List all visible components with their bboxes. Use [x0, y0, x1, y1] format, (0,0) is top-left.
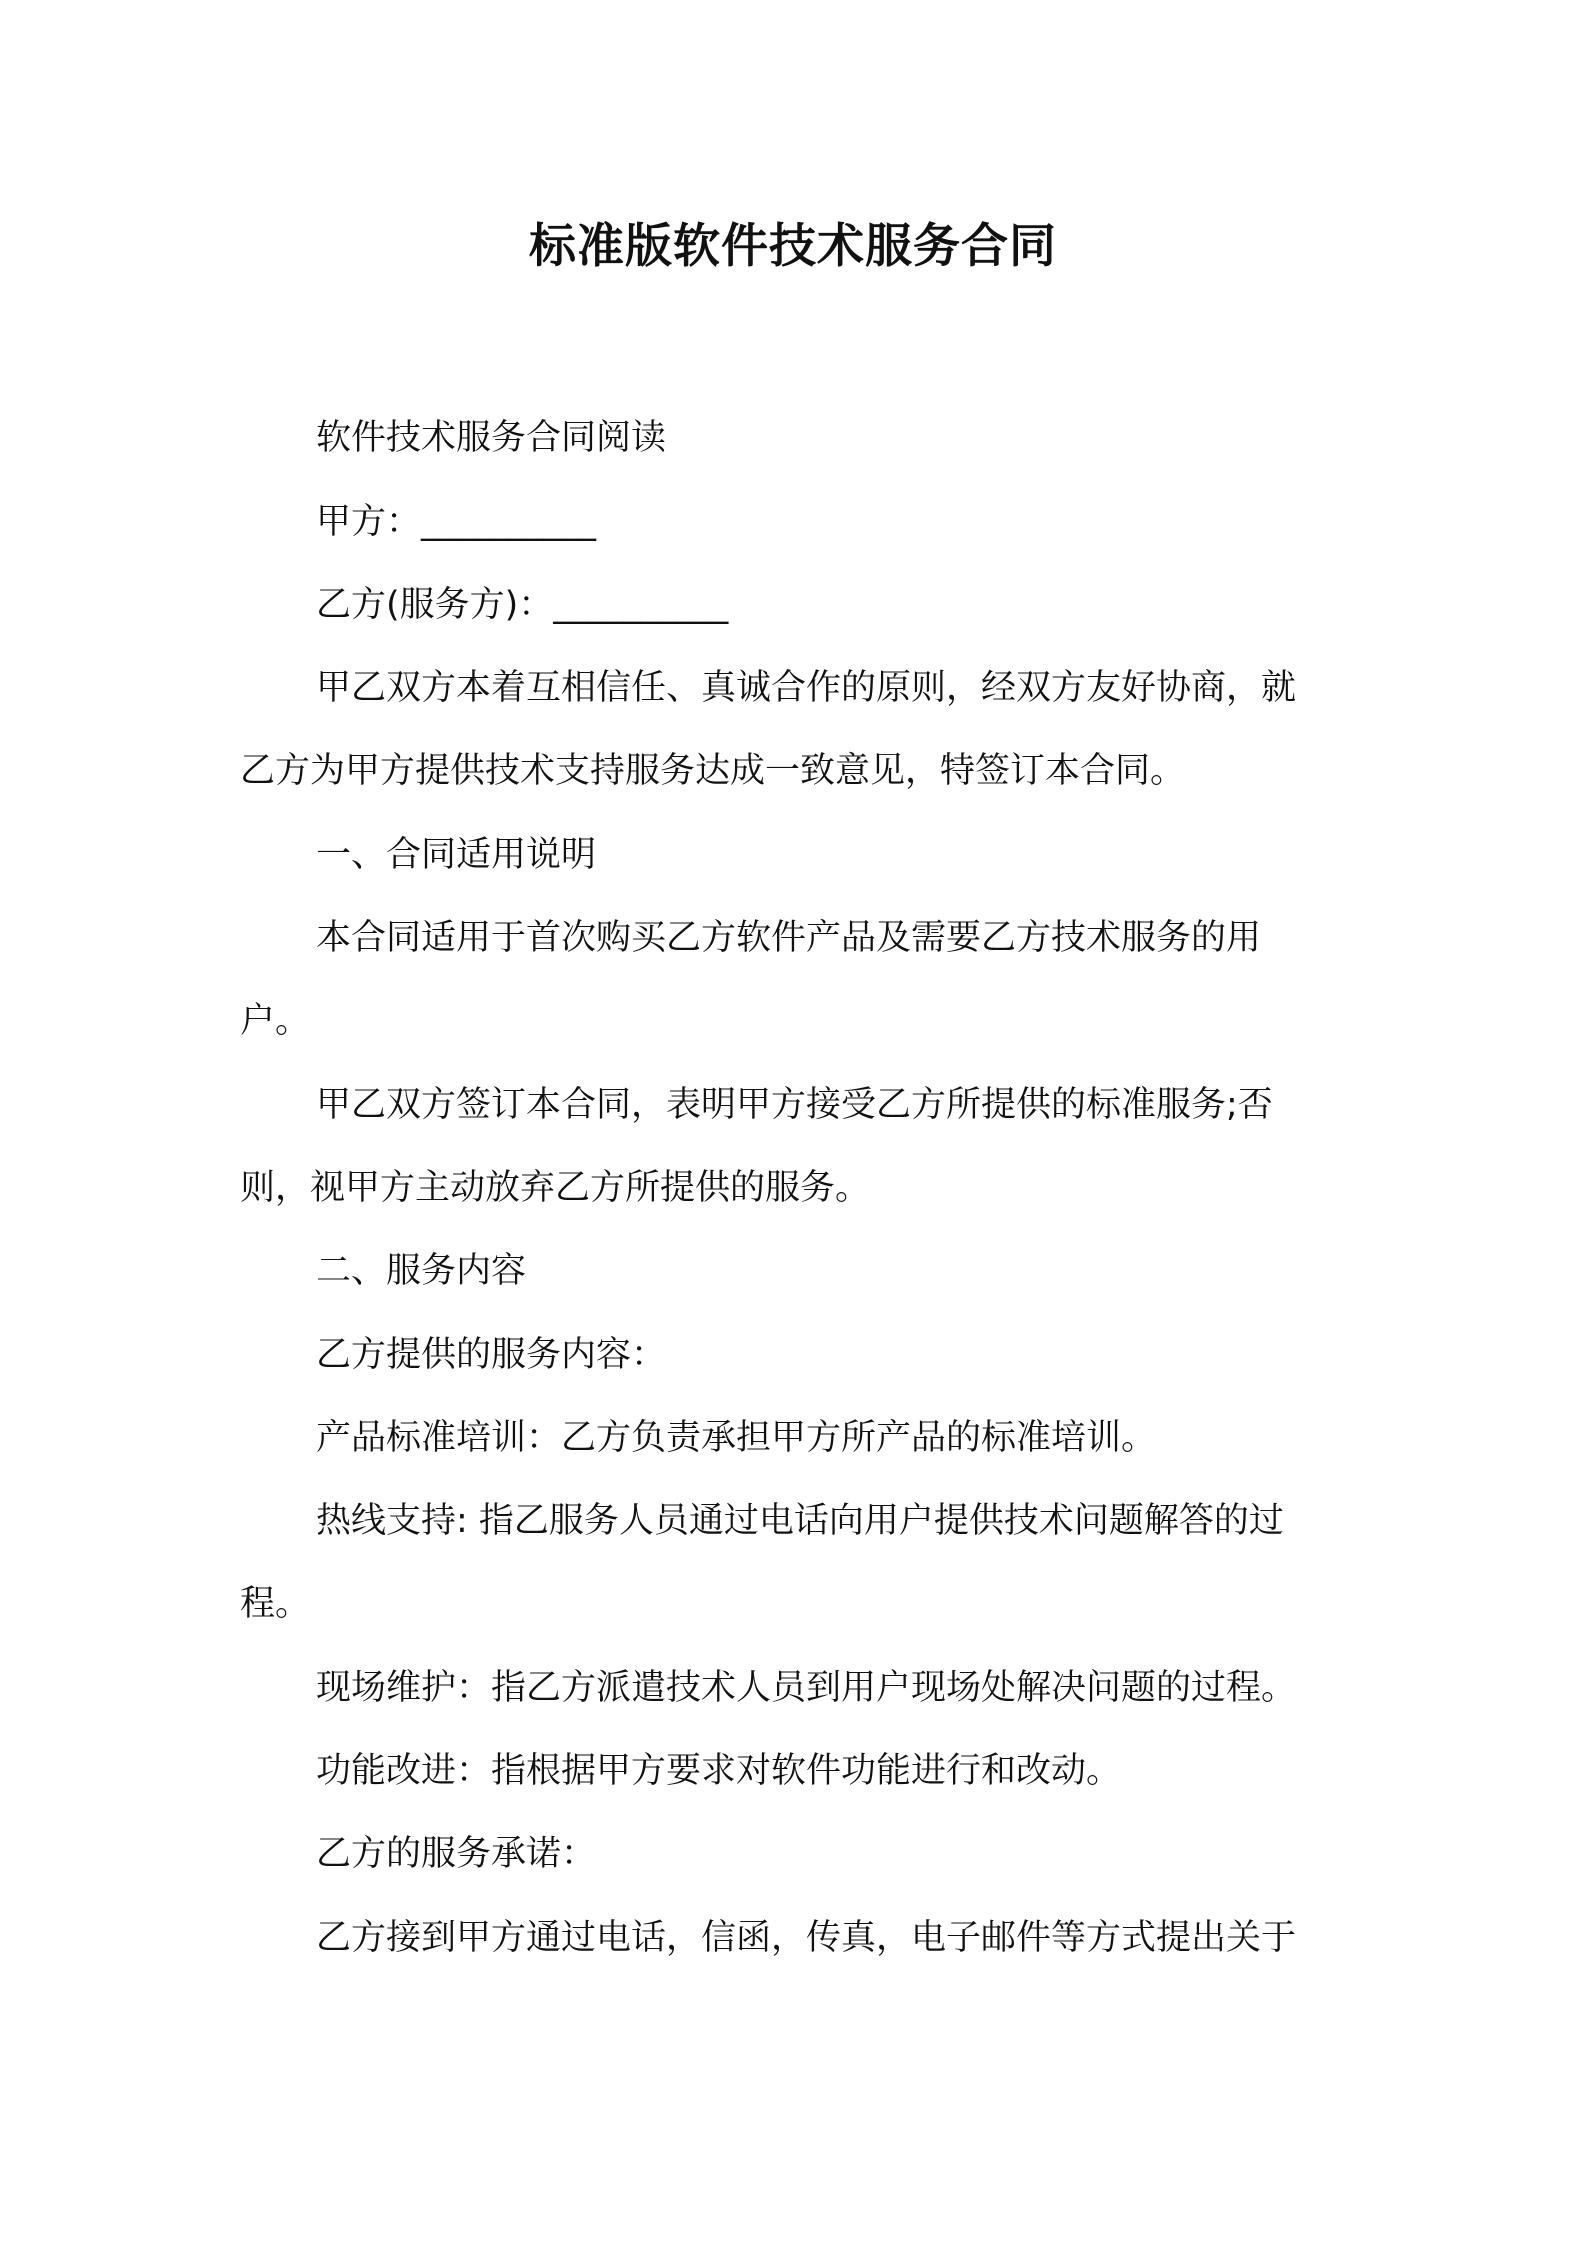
section-1-para-2-line-2: 则，视甲方主动放弃乙方所提供的服务。 — [240, 1168, 871, 1208]
section-1-para-1-line-2: 户。 — [240, 1001, 311, 1041]
service-item-hotline-line-2: 程。 — [240, 1584, 311, 1624]
preamble-line-1: 甲乙双方本着互相信任、真诚合作的原则，经双方友好协商，就 — [316, 668, 1297, 708]
service-commitment-para-line-1: 乙方接到甲方通过电话，信函，传真，电子邮件等方式提出关于 — [316, 1918, 1297, 1958]
preamble-line-2: 乙方为甲方提供技术支持服务达成一致意见，特签订本合同。 — [240, 751, 1186, 791]
service-item-training: 产品标准培训：乙方负责承担甲方所产品的标准培训。 — [316, 1418, 1157, 1458]
section-1-heading: 一、合同适用说明 — [316, 835, 597, 875]
service-item-onsite: 现场维护：指乙方派遣技术人员到用户现场处解决问题的过程。 — [316, 1668, 1297, 1708]
reading-heading: 软件技术服务合同阅读 — [316, 418, 667, 458]
service-commitment-label: 乙方的服务承诺： — [316, 1834, 597, 1874]
section-1-para-2-line-1: 甲乙双方签订本合同，表明甲方接受乙方所提供的标准服务;否 — [316, 1085, 1273, 1125]
section-2-heading: 二、服务内容 — [316, 1251, 527, 1291]
service-item-hotline-line-1: 热线支持: 指乙服务人员通过电话向用户提供技术问题解答的过 — [316, 1501, 1284, 1541]
party-a-line: 甲方：__________ — [316, 502, 597, 542]
party-b-line: 乙方(服务方)：__________ — [316, 585, 729, 625]
document-title: 标准版软件技术服务合同 — [529, 219, 1057, 274]
service-content-label: 乙方提供的服务内容： — [316, 1335, 667, 1375]
service-item-improvement: 功能改进：指根据甲方要求对软件功能进行和改动。 — [316, 1751, 1122, 1791]
section-1-para-1-line-1: 本合同适用于首次购买乙方软件产品及需要乙方技术服务的用 — [316, 918, 1262, 958]
